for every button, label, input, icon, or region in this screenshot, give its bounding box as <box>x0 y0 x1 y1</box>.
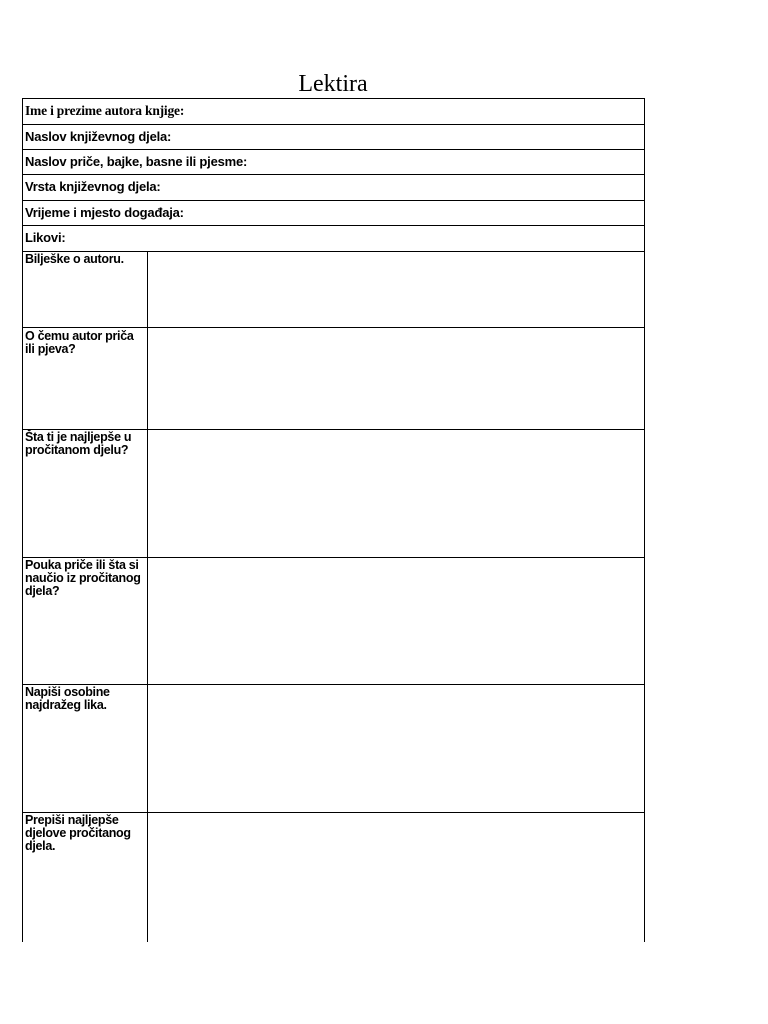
story-title-row[interactable] <box>23 150 644 175</box>
topic-row <box>23 328 644 430</box>
author-notes-answer-cell[interactable] <box>147 252 644 327</box>
time-place-label: Vrijeme i mjesto događaja: <box>25 205 184 220</box>
author-notes-label: Bilješke o autoru. <box>25 252 124 266</box>
work-type-row[interactable] <box>23 175 644 201</box>
work-title-label: Naslov književnog djela: <box>25 129 172 144</box>
author-name-label: Ime i prezime autora knjige: <box>25 103 185 118</box>
lesson-label: Pouka priče ili šta si naučio iz pročitanog djela? <box>25 558 141 598</box>
topic-answer-cell[interactable] <box>147 328 644 429</box>
character-traits-label: Napiši osobine najdražeg lika. <box>25 685 110 712</box>
characters-label: Likovi: <box>25 230 66 245</box>
favorite-part-answer-cell[interactable] <box>147 430 644 557</box>
favorite-part-label: Šta ti je najljepše u pročitanom djelu? <box>25 430 132 457</box>
favorite-part-row <box>23 430 644 558</box>
topic-label: O čemu autor priča ili pjeva? <box>25 329 134 356</box>
excerpts-answer-cell[interactable] <box>147 813 644 942</box>
reading-form-table <box>22 98 645 942</box>
page-title: Lektira <box>298 71 368 97</box>
lesson-answer-cell[interactable] <box>147 558 644 684</box>
excerpts-row <box>23 813 644 942</box>
excerpts-label: Prepiši najljepše djelove pročitanog djela. <box>25 813 131 853</box>
character-traits-row <box>23 685 644 813</box>
author-name-row[interactable] <box>23 99 644 125</box>
character-traits-answer-cell[interactable] <box>147 685 644 812</box>
work-type-label: Vrsta književnog djela: <box>25 179 161 194</box>
work-title-row[interactable] <box>23 125 644 150</box>
characters-row[interactable] <box>23 226 644 252</box>
lesson-row <box>23 558 644 685</box>
time-place-row[interactable] <box>23 201 644 226</box>
story-title-label: Naslov priče, bajke, basne ili pjesme: <box>25 154 248 169</box>
author-notes-row <box>23 252 644 328</box>
